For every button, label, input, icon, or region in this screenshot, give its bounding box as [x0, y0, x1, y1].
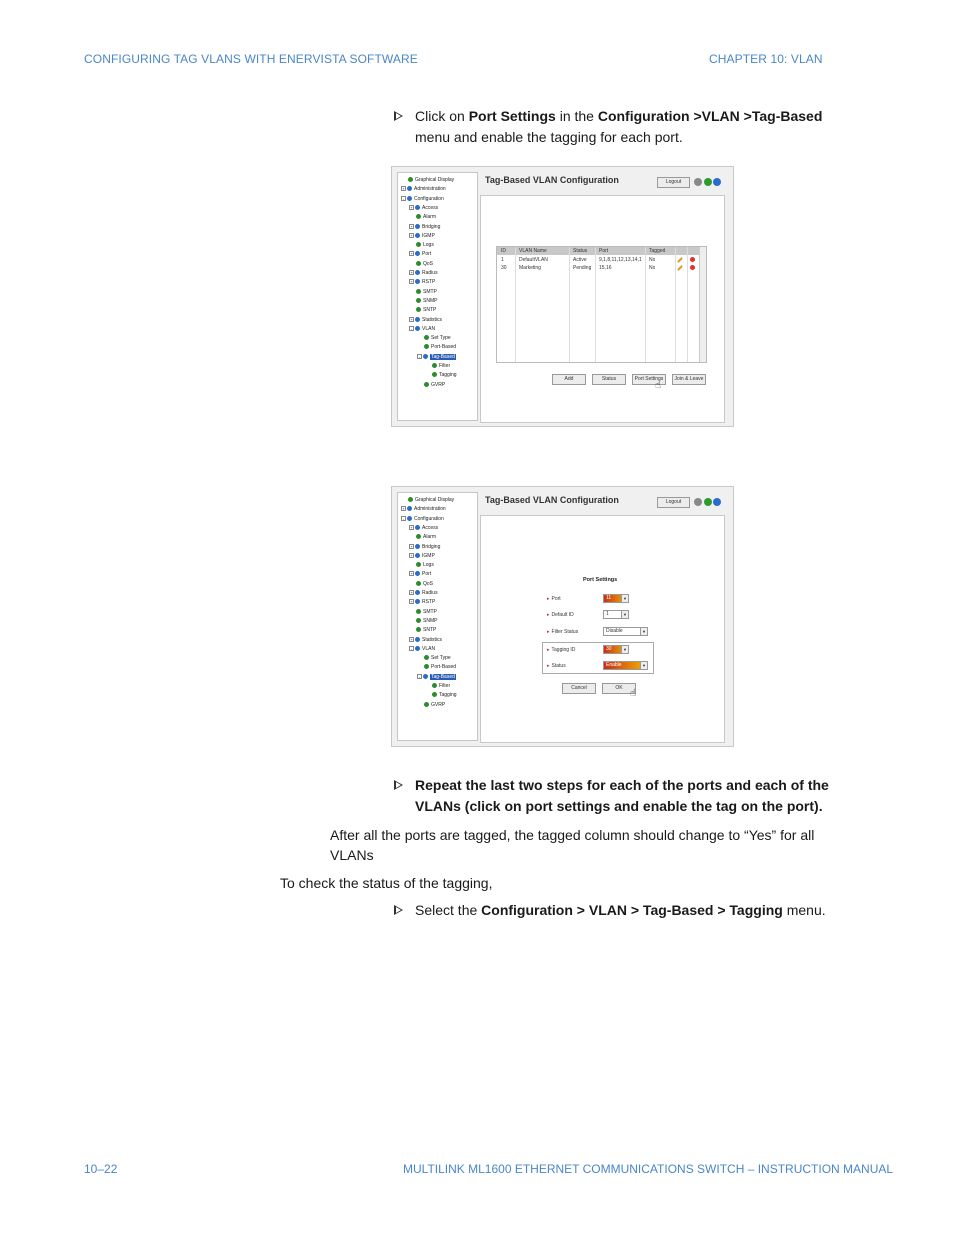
cell-id: 1	[501, 257, 504, 263]
port-value: 11	[606, 595, 612, 601]
tree-item[interactable]	[409, 534, 436, 540]
folder-icon	[415, 637, 420, 642]
vlan-table-header	[497, 247, 700, 255]
tree-item[interactable]	[409, 224, 440, 230]
tree-item-label: QoS	[423, 580, 434, 587]
step-text	[415, 900, 834, 921]
folder-icon	[415, 317, 420, 322]
tree-item[interactable]	[409, 205, 438, 211]
folder-icon	[415, 599, 420, 604]
chevron-down-icon: ▼	[621, 595, 628, 602]
collapse-icon[interactable]: -	[410, 645, 413, 651]
column-header-port: Port	[599, 248, 609, 254]
tree-item-label: SNMP	[423, 617, 438, 624]
content-panel	[480, 195, 725, 423]
tree-item[interactable]	[409, 637, 442, 643]
cell-tagged: No	[649, 257, 656, 263]
port-settings-button[interactable]: Port Settings	[632, 374, 666, 385]
tree-item-label: Port	[422, 571, 432, 578]
status-button[interactable]: Status	[592, 374, 626, 385]
chevron-down-icon: ▼	[640, 628, 647, 635]
tree-item[interactable]	[409, 627, 436, 633]
tree-item-label: Filter	[439, 363, 451, 369]
expand-icon[interactable]: +	[410, 270, 413, 275]
tree-item[interactable]	[409, 590, 438, 596]
tree-item-label: Tagging	[439, 692, 457, 699]
tree-item[interactable]	[409, 317, 442, 323]
expand-icon[interactable]: +	[402, 506, 405, 512]
expand-icon[interactable]: +	[410, 223, 413, 229]
paragraph-after-tagged: After all the ports are tagged, the tagged column should change to “Yes” for all VLANs	[330, 827, 815, 863]
cancel-button[interactable]: Cancel	[562, 683, 596, 694]
tagging-id-label: ▸ Tagging ID	[547, 647, 575, 653]
hand-cursor-icon: ☝	[630, 688, 637, 699]
tree-item-label: Access	[422, 524, 439, 531]
tree-item-label: Port	[422, 251, 432, 258]
page-icon	[424, 664, 429, 669]
filter-status-select[interactable]	[603, 627, 648, 636]
tree-item[interactable]	[409, 242, 434, 248]
tree-item-label: QoS	[423, 260, 434, 267]
page-icon	[408, 177, 413, 182]
tree-item[interactable]	[401, 497, 454, 503]
tree-item[interactable]	[425, 363, 450, 369]
folder-icon	[415, 646, 420, 651]
page-icon	[416, 298, 421, 303]
collapse-icon[interactable]: -	[402, 515, 405, 521]
page-icon	[424, 702, 429, 707]
expand-icon[interactable]: +	[410, 636, 413, 642]
tree-item[interactable]	[409, 553, 435, 559]
folder-icon	[415, 279, 420, 284]
tagging-id-value: 30	[606, 646, 612, 652]
status-label: ▸ Status	[547, 663, 566, 669]
footer-manual-title: MULTILINK ML1600 ETHERNET COMMUNICATIONS SWITCH – INSTRUCTION MANUAL	[403, 1162, 894, 1176]
folder-icon	[415, 525, 420, 530]
tree-item-label: Port-Based	[431, 664, 457, 671]
expand-icon[interactable]: +	[410, 251, 413, 257]
cell-status: Pending	[573, 265, 592, 271]
page-icon	[416, 261, 421, 266]
page-icon	[424, 382, 429, 387]
page-number: 10–22	[84, 1162, 118, 1176]
cell-tagged: No	[649, 265, 656, 271]
page-icon	[416, 609, 421, 614]
page-title: Tag-Based VLAN Configuration	[485, 495, 619, 505]
join-leave-button[interactable]: Join & Leave	[672, 374, 706, 385]
tree-item-label: Radius	[422, 270, 438, 276]
content-panel	[480, 515, 725, 743]
folder-icon	[415, 205, 420, 210]
tree-item-label: SNTP	[423, 307, 437, 314]
collapse-icon[interactable]: -	[410, 325, 413, 331]
page-icon	[416, 214, 421, 219]
status-value: Enable	[606, 662, 622, 668]
step-arrow-icon	[394, 780, 403, 790]
page-icon	[432, 363, 437, 368]
default-id-value: 1	[606, 611, 609, 617]
tree-item[interactable]	[409, 270, 438, 276]
folder-icon	[415, 590, 420, 595]
tree-item-label: Tag-Based	[431, 673, 455, 680]
tree-item[interactable]	[425, 692, 457, 698]
tree-item-label: GVRP	[431, 381, 446, 388]
default-id-select[interactable]	[603, 610, 629, 619]
page-icon	[416, 562, 421, 567]
tree-item-label: Administration	[414, 506, 446, 513]
tree-item-label: Logs	[423, 562, 434, 569]
page-icon	[416, 242, 421, 247]
page-icon	[408, 497, 413, 502]
tree-item[interactable]	[417, 674, 456, 680]
print-icon[interactable]	[694, 178, 702, 186]
tree-item[interactable]	[409, 261, 433, 267]
folder-icon	[415, 544, 420, 549]
table-row[interactable]	[497, 256, 700, 264]
expand-icon[interactable]: +	[410, 204, 413, 210]
page-icon	[432, 372, 437, 377]
page-icon	[416, 618, 421, 623]
collapse-icon[interactable]: -	[402, 195, 405, 201]
expand-icon[interactable]: +	[410, 279, 413, 285]
tree-item-label: Graphical Display	[415, 177, 455, 183]
expand-icon[interactable]: +	[410, 316, 413, 322]
edit-icon[interactable]	[677, 257, 683, 263]
vlan-table	[496, 246, 707, 363]
folder-icon	[407, 196, 412, 201]
step-text-run: Configuration > VLAN > Tag-Based > Tagging	[481, 902, 783, 918]
page-icon	[424, 344, 429, 349]
screenshot-port-settings	[391, 486, 734, 747]
column-header-id: ID	[501, 248, 506, 254]
page-icon	[432, 692, 437, 697]
page-icon	[424, 655, 429, 660]
tree-item-label: Alarm	[423, 534, 437, 541]
tree-item-label: VLAN	[422, 325, 436, 332]
chevron-down-icon: ▼	[621, 646, 628, 653]
filter-status-label: ▸ Filter Status	[547, 629, 578, 635]
expand-icon[interactable]: +	[410, 599, 413, 605]
refresh-icon[interactable]	[704, 178, 712, 186]
tree-item[interactable]	[409, 307, 436, 313]
tree-item-label: Logs	[423, 242, 434, 249]
tree-item[interactable]	[409, 571, 431, 577]
page-icon	[416, 581, 421, 586]
tree-item-label: SNTP	[423, 627, 437, 634]
step-text	[415, 775, 834, 817]
tree-item[interactable]	[409, 618, 437, 624]
step-text	[415, 106, 834, 148]
tree-item[interactable]	[417, 702, 445, 708]
step-text-run: menu.	[782, 902, 826, 918]
tree-item[interactable]	[417, 344, 456, 350]
cell-port: 9,1,8,11,12,13,14,1	[599, 257, 642, 263]
tree-item[interactable]	[409, 609, 437, 615]
chevron-down-icon: ▼	[640, 662, 647, 669]
cell-port: 15,16	[599, 265, 612, 271]
page-title: Tag-Based VLAN Configuration	[485, 175, 619, 185]
running-header-chapter: CHAPTER 10: VLAN	[709, 52, 823, 66]
tree-item-label: Alarm	[423, 214, 437, 221]
edit-icon[interactable]	[677, 265, 683, 271]
cell-id: 30	[501, 265, 507, 271]
tree-item[interactable]	[401, 177, 454, 183]
tree-item-label: SMTP	[423, 608, 437, 615]
tree-item[interactable]	[417, 655, 451, 661]
tree-item-label: Configuration	[414, 195, 444, 202]
table-row[interactable]	[497, 264, 700, 272]
delete-icon[interactable]	[690, 257, 695, 262]
expand-icon[interactable]: +	[410, 524, 413, 530]
folder-icon	[407, 506, 412, 511]
tree-item-label: Filter	[439, 683, 451, 689]
page-icon	[432, 683, 437, 688]
page-icon	[416, 307, 421, 312]
tree-item-label: Radius	[422, 590, 438, 596]
refresh-icon[interactable]	[704, 498, 712, 506]
tree-item[interactable]	[409, 525, 438, 531]
column-header-status: Status	[573, 248, 588, 254]
folder-icon	[415, 326, 420, 331]
step-text-run: Port Settings	[468, 108, 556, 124]
tree-item-label: Bridging	[422, 543, 441, 550]
logout-button[interactable]: Logout	[657, 497, 690, 508]
tree-item-label: Configuration	[414, 515, 444, 522]
column-header-vlan-name: VLAN Name	[519, 248, 547, 254]
tree-item-label: VLAN	[422, 645, 436, 652]
expand-icon[interactable]: +	[410, 590, 413, 595]
step-text-run: Select the	[415, 902, 482, 918]
print-icon[interactable]	[694, 498, 702, 506]
expand-icon[interactable]: +	[410, 232, 413, 238]
folder-icon	[415, 251, 420, 256]
chevron-down-icon: ▼	[621, 611, 628, 618]
folder-icon	[407, 516, 412, 521]
tree-item-label: Port-Based	[431, 344, 457, 351]
tree-item-label: Set Type	[431, 655, 451, 662]
tree-item-label: Statistics	[422, 316, 443, 323]
expand-icon[interactable]: +	[410, 543, 413, 549]
tagging-id-select[interactable]	[603, 645, 629, 654]
step-arrow-icon	[394, 905, 403, 915]
tree-item[interactable]	[409, 251, 431, 257]
tree-item[interactable]	[409, 279, 435, 285]
tree-item[interactable]	[409, 289, 437, 295]
running-header-section: CONFIGURING TAG VLANS WITH ENERVISTA SOFTWARE	[84, 52, 418, 66]
cell-status: Active	[573, 257, 587, 263]
filter-status-value: Disable	[606, 628, 623, 634]
step-text-run: menu and enable the tagging for each port.	[415, 129, 683, 145]
tree-item[interactable]	[409, 233, 435, 239]
tree-item-label: RSTP	[422, 279, 436, 286]
folder-icon	[415, 270, 420, 275]
page-icon	[416, 627, 421, 632]
tree-item[interactable]	[409, 562, 434, 568]
tree-item[interactable]	[409, 646, 435, 652]
tree-item-label: Access	[422, 204, 439, 211]
port-settings-title: Port Settings	[583, 577, 618, 583]
tree-item-label: Statistics	[422, 636, 443, 643]
tree-item[interactable]	[409, 214, 436, 220]
tree-item[interactable]	[401, 506, 446, 512]
step-2	[394, 775, 834, 817]
tree-item-label: Set Type	[431, 335, 451, 342]
menu-tree	[397, 172, 478, 421]
cell-vlan-name: Marketing	[519, 265, 541, 271]
tree-item[interactable]	[401, 516, 444, 522]
step-text-run: Repeat the last two steps for each of the ports and each of the VLANs (click on port settings and enable the tag on the port).	[415, 777, 829, 814]
folder-icon	[415, 553, 420, 558]
menu-tree	[397, 492, 478, 741]
folder-icon	[415, 233, 420, 238]
tree-item-label: Administration	[414, 186, 446, 193]
tree-item[interactable]	[409, 599, 435, 605]
folder-icon	[423, 674, 428, 679]
step-arrow-icon	[394, 111, 403, 121]
screenshot-vlan-table	[391, 166, 734, 427]
step-text-run: in the	[555, 108, 598, 124]
tree-item-label: Tagging	[439, 372, 457, 379]
add-button[interactable]: Add	[552, 374, 586, 385]
tree-item-label: Tag-Based	[431, 353, 455, 360]
tree-item-label: Bridging	[422, 223, 441, 230]
tree-item[interactable]	[409, 544, 440, 550]
tree-item-label: Graphical Display	[415, 497, 455, 503]
hand-cursor-icon: ☝	[655, 380, 662, 391]
collapse-icon[interactable]: -	[418, 353, 421, 359]
page-icon	[424, 335, 429, 340]
page-icon	[416, 289, 421, 294]
tree-item[interactable]	[417, 335, 451, 341]
expand-icon[interactable]: +	[410, 571, 413, 577]
folder-icon	[423, 354, 428, 359]
tree-item-label: IGMP	[422, 232, 435, 239]
paragraph-check-status: To check the status of the tagging,	[280, 875, 493, 891]
help-icon[interactable]	[713, 178, 721, 186]
step-1	[394, 106, 834, 148]
help-icon[interactable]	[713, 498, 721, 506]
page-icon	[416, 534, 421, 539]
folder-icon	[415, 571, 420, 576]
tree-item-label: SNMP	[423, 297, 438, 304]
tree-item[interactable]	[417, 382, 445, 388]
tree-item-label: SMTP	[423, 288, 437, 295]
ok-button[interactable]: OK	[602, 683, 636, 694]
tree-item[interactable]	[417, 354, 456, 360]
tree-item[interactable]	[409, 326, 435, 332]
tree-item-label: IGMP	[422, 552, 435, 559]
tree-item[interactable]	[409, 298, 437, 304]
tree-item[interactable]	[401, 186, 446, 192]
default-id-label: ▸ Default ID	[547, 612, 574, 618]
expand-icon[interactable]: +	[402, 186, 405, 192]
status-select[interactable]	[603, 661, 648, 670]
tree-item[interactable]	[409, 581, 433, 587]
table-scrollbar[interactable]	[699, 247, 706, 362]
folder-icon	[407, 186, 412, 191]
expand-icon[interactable]: +	[410, 552, 413, 558]
folder-icon	[415, 224, 420, 229]
column-header-tagged: Tagged	[649, 248, 666, 254]
tree-item-label: RSTP	[422, 599, 436, 606]
cell-vlan-name: DefaultVLAN	[519, 257, 548, 263]
step-text-run: Configuration >VLAN >Tag-Based	[597, 108, 823, 124]
step-3	[394, 900, 834, 921]
tree-item[interactable]	[425, 372, 457, 378]
tree-item-label: GVRP	[431, 701, 446, 708]
delete-icon[interactable]	[690, 265, 695, 270]
tree-item[interactable]	[425, 683, 450, 689]
tree-item[interactable]	[401, 196, 444, 202]
tree-item[interactable]	[417, 664, 456, 670]
collapse-icon[interactable]: -	[418, 673, 421, 679]
port-label: ▸ Port	[547, 596, 561, 602]
logout-button[interactable]: Logout	[657, 177, 690, 188]
step-text-run: Click on	[415, 108, 469, 124]
port-select[interactable]	[603, 594, 629, 603]
